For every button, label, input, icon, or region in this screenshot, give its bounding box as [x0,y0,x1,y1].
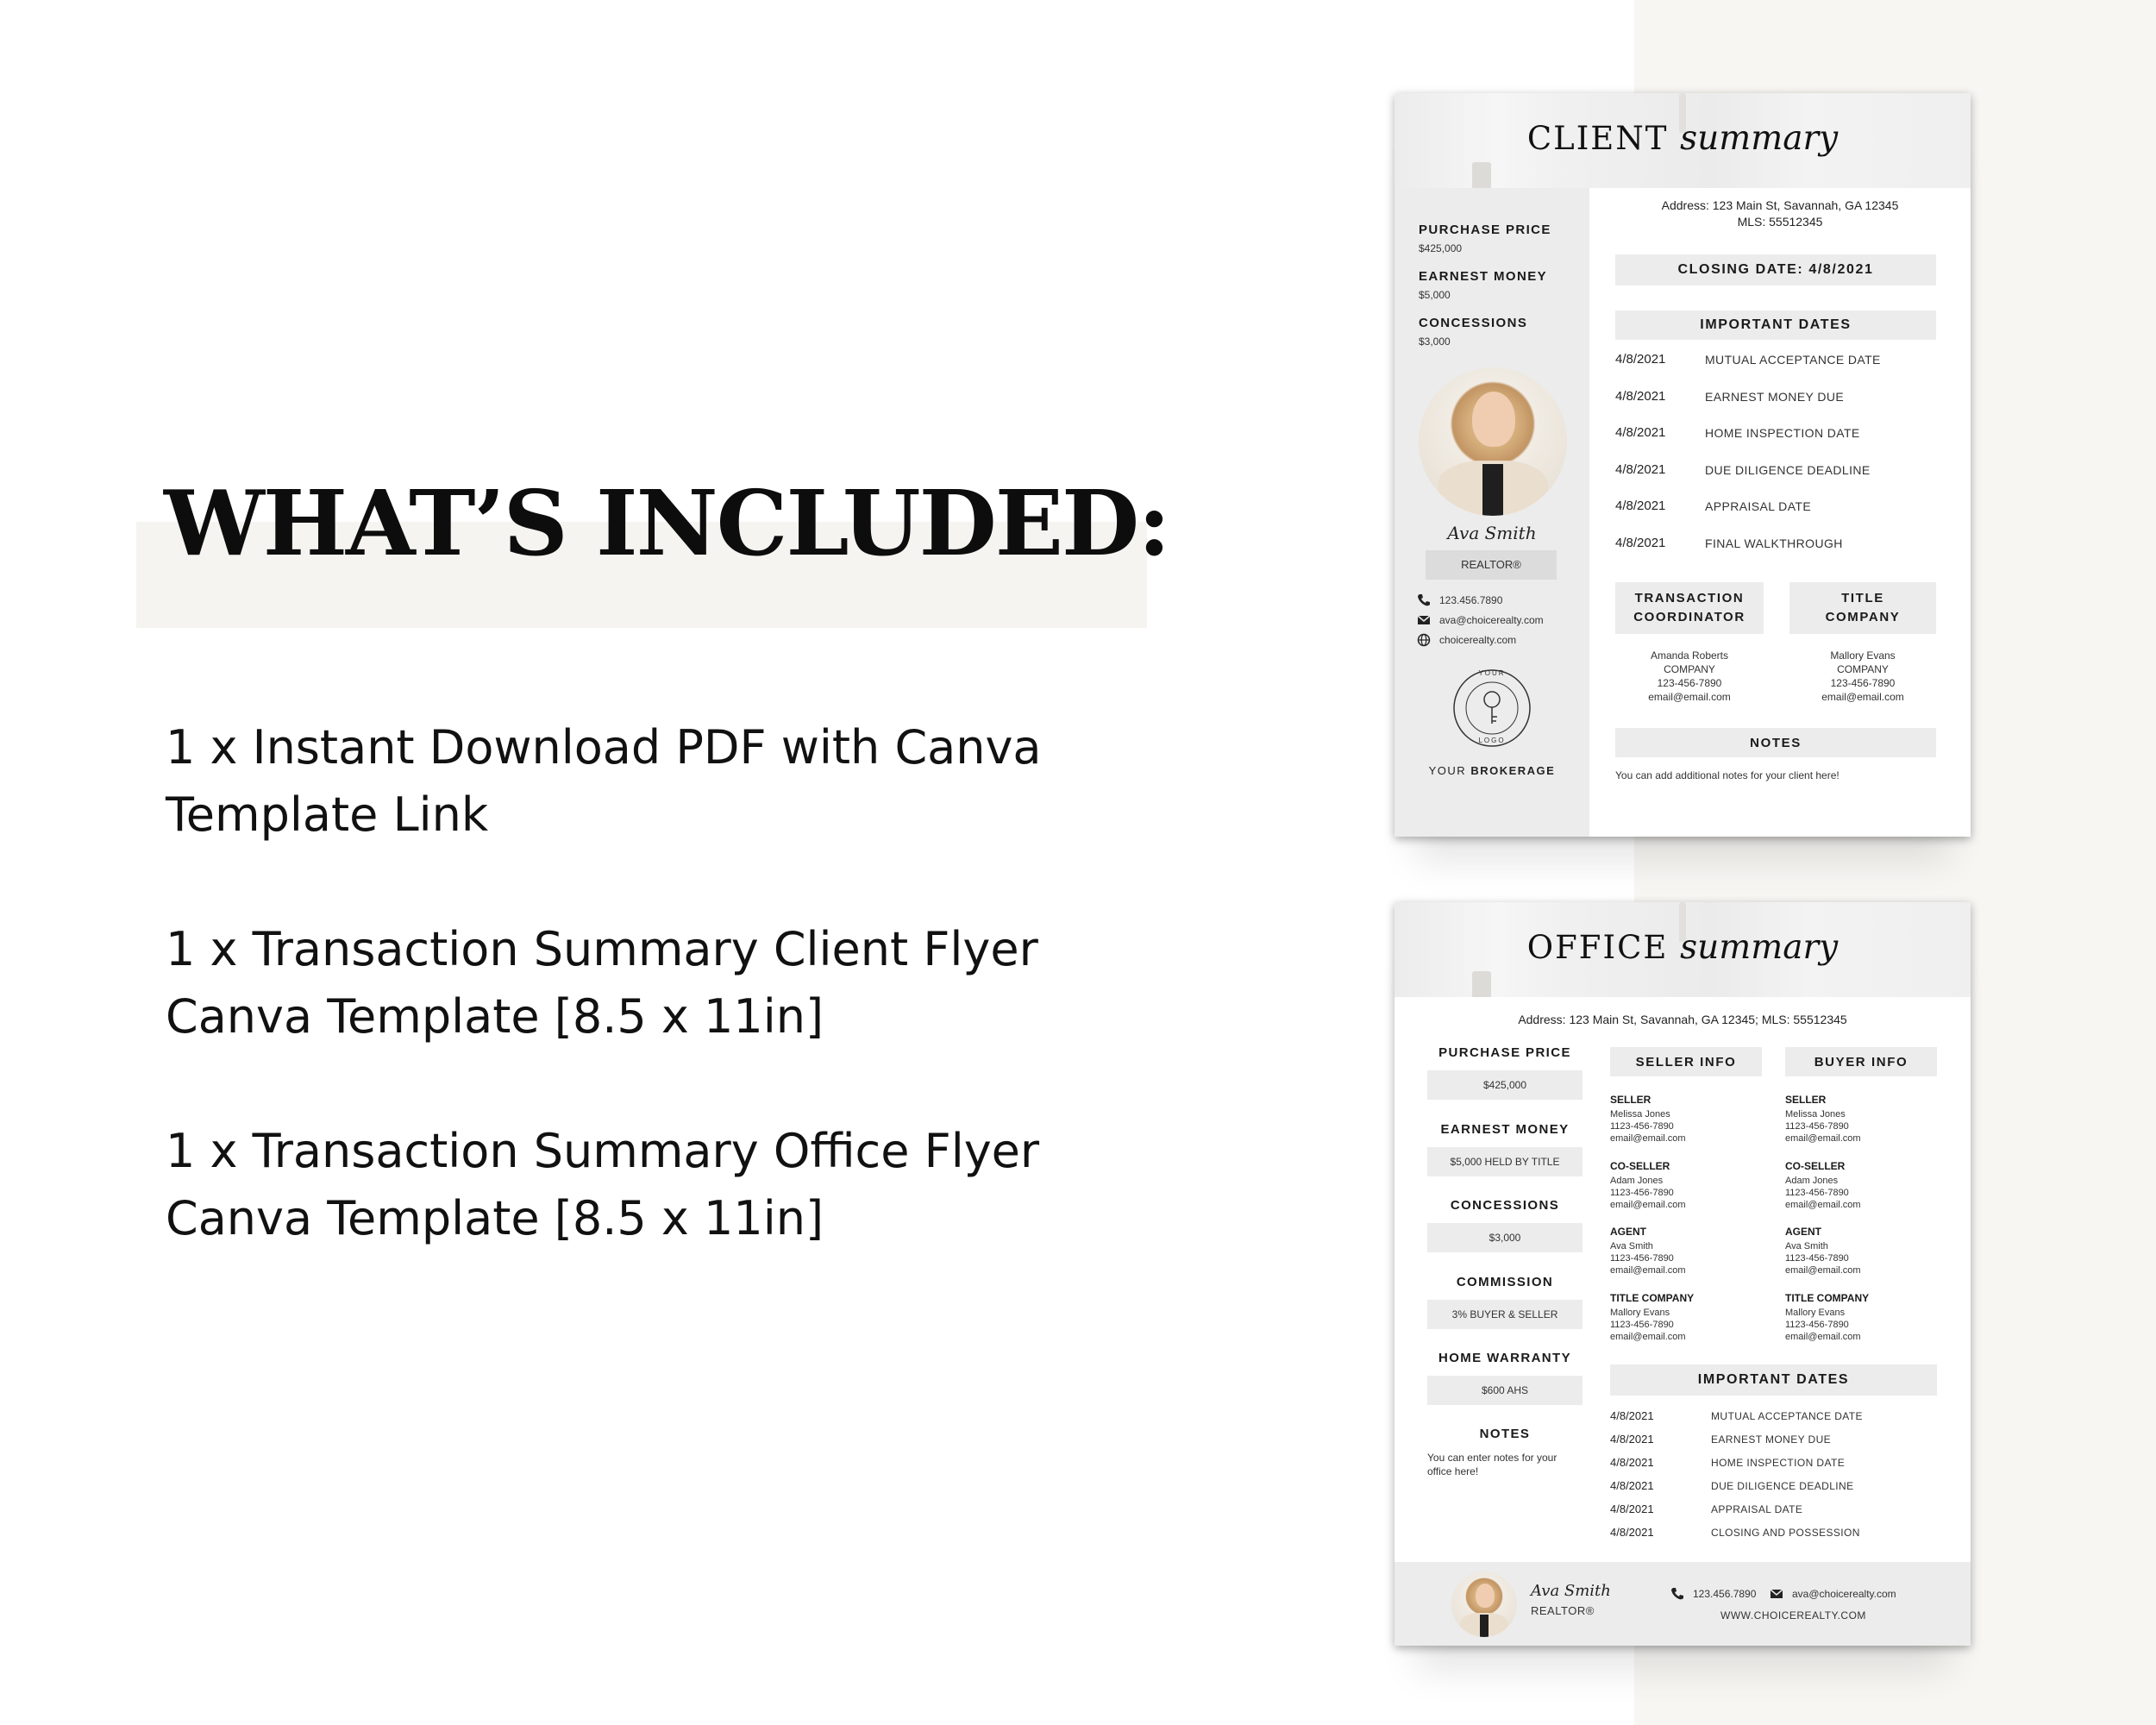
title-company-header: TITLE COMPANY [1789,582,1936,634]
mail-icon [1770,1587,1783,1601]
important-dates-header: IMPORTANT DATES [1615,310,1936,340]
contact-role: CO-SELLER [1610,1159,1670,1172]
contact-role: SELLER [1610,1094,1651,1106]
flyer-title: OFFICE summary [1526,928,1839,967]
buyer-info-header: BUYER INFO [1785,1047,1937,1076]
email-row: ava@choicerealty.com [1417,613,1544,627]
field-value: $425,000 [1427,1070,1583,1100]
footer-agent-name: Ava Smith [1531,1582,1611,1600]
date-event: MUTUAL ACCEPTANCE DATE [1705,353,1881,367]
agent-name: Ava Smith [1447,523,1537,543]
phone-icon [1670,1587,1684,1601]
date-value: 4/8/2021 [1615,499,1666,513]
agent-title-badge: REALTOR® [1426,550,1557,580]
contact-name: Ava Smith [1610,1241,1653,1251]
contact-name: Ava Smith [1785,1241,1828,1251]
website-row: choicerealty.com [1417,633,1516,647]
date-event: APPRAISAL DATE [1705,499,1812,513]
included-item: 1 x Transaction Summary Client Flyer Canva Template [8.5 x 11in] [166,922,1038,1044]
contact-phone: 1123-456-7890 [1610,1319,1674,1330]
contact-email: email@email.com [1785,1265,1861,1276]
date-event: FINAL WALKTHROUGH [1705,536,1843,550]
contact-name: Mallory Evans [1610,1307,1670,1318]
contact-name: Adam Jones [1785,1175,1839,1186]
date-value: 4/8/2021 [1610,1409,1654,1422]
date-event: CLOSING AND POSSESSION [1711,1527,1860,1539]
contact-email: email@email.com [1610,1265,1686,1276]
logo-text-bottom: LOGO [1478,737,1506,744]
date-value: 4/8/2021 [1615,352,1666,367]
contact-role: AGENT [1610,1226,1646,1238]
field-value: $600 AHS [1427,1376,1583,1405]
contact-phone: 1123-456-7890 [1785,1121,1849,1132]
date-value: 4/8/2021 [1615,535,1666,550]
earnest-money-value: $5,000 [1419,289,1451,301]
mls-number: MLS: 55512345 [1737,215,1823,229]
flyer-title: CLIENT summary [1526,119,1839,158]
contact-role: TITLE COMPANY [1610,1291,1695,1304]
date-value: 4/8/2021 [1610,1433,1654,1446]
contact-phone: 1123-456-7890 [1610,1187,1674,1198]
included-item: 1 x Instant Download PDF with Canva Template Link [166,720,1042,842]
footer-phone-row: 123.456.7890 [1670,1587,1756,1601]
contact-role: CO-SELLER [1785,1159,1846,1172]
contact-email: email@email.com [1610,1331,1686,1342]
date-event: DUE DILIGENCE DEADLINE [1705,462,1871,477]
property-address: Address: 123 Main St, Savannah, GA 12345 [1661,198,1899,212]
page-heading: WHAT’S INCLUDED: [164,470,1169,576]
contact-email: email@email.com [1610,1199,1686,1210]
contact-role: AGENT [1785,1226,1821,1238]
field-label: EARNEST MONEY [1440,1121,1570,1137]
purchase-price-value: $425,000 [1419,242,1463,254]
contact-name: Mallory Evans [1785,1307,1846,1318]
date-value: 4/8/2021 [1610,1479,1654,1492]
mail-icon [1417,613,1431,627]
client-summary-flyer [1395,93,1971,837]
field-label: HOME WARRANTY [1438,1351,1572,1365]
contact-role: SELLER [1785,1094,1827,1106]
agent-photo [1419,367,1567,516]
footer-website: WWW.CHOICEREALTY.COM [1720,1609,1866,1622]
agent-photo [1451,1571,1517,1637]
closing-date-bar: CLOSING DATE: 4/8/2021 [1615,254,1936,285]
date-event: MUTUAL ACCEPTANCE DATE [1711,1410,1863,1422]
logo-text-top: YOUR [1478,669,1506,677]
concessions-label: CONCESSIONS [1419,316,1528,330]
contact-role: TITLE COMPANY [1785,1291,1870,1304]
contact-phone: 1123-456-7890 [1610,1121,1674,1132]
contact-name: Melissa Jones [1610,1109,1670,1120]
field-value: $3,000 [1427,1223,1583,1252]
seller-info-header: SELLER INFO [1610,1047,1762,1076]
included-item: 1 x Transaction Summary Office Flyer Canva Template [8.5 x 11in] [166,1124,1040,1245]
transaction-coordinator-header: TRANSACTION COORDINATOR [1615,582,1764,634]
office-summary-flyer [1395,902,1971,1646]
date-value: 4/8/2021 [1615,425,1666,440]
field-label: COMMISSION [1456,1274,1554,1289]
transaction-coordinator-contact: Amanda Roberts COMPANY 123-456-7890 email@email.com [1648,649,1731,703]
brokerage-name: YOUR BROKERAGE [1428,764,1556,777]
date-value: 4/8/2021 [1610,1502,1654,1515]
office-notes-text: You can enter notes for your office here! [1427,1452,1557,1477]
contact-email: email@email.com [1610,1133,1686,1144]
notes-header: NOTES [1615,728,1936,757]
purchase-price-label: PURCHASE PRICE [1419,223,1551,237]
contact-phone: 1123-456-7890 [1785,1319,1849,1330]
date-value: 4/8/2021 [1615,388,1666,404]
field-label: CONCESSIONS [1450,1198,1560,1213]
date-event: HOME INSPECTION DATE [1705,426,1860,440]
date-value: 4/8/2021 [1615,461,1666,477]
footer-email-row: ava@choicerealty.com [1770,1587,1896,1601]
date-value: 4/8/2021 [1610,1526,1654,1539]
phone-row: 123.456.7890 [1417,593,1502,607]
notes-text: You can add additional notes for your client here! [1615,769,1839,781]
contact-phone: 1123-456-7890 [1610,1253,1674,1264]
field-value: $5,000 HELD BY TITLE [1427,1147,1583,1176]
date-event: DUE DILIGENCE DEADLINE [1711,1480,1854,1492]
contact-name: Melissa Jones [1785,1109,1846,1120]
field-label: PURCHASE PRICE [1438,1045,1571,1060]
date-event: HOME INSPECTION DATE [1711,1457,1846,1469]
date-event: EARNEST MONEY DUE [1705,389,1845,404]
contact-email: email@email.com [1785,1199,1861,1210]
footer-agent-title: REALTOR® [1531,1604,1595,1617]
contact-email: email@email.com [1785,1133,1861,1144]
date-value: 4/8/2021 [1610,1456,1654,1469]
earnest-money-label: EARNEST MONEY [1419,269,1548,284]
property-address: Address: 123 Main St, Savannah, GA 12345; MLS: 55512345 [1518,1013,1847,1026]
contact-phone: 1123-456-7890 [1785,1187,1849,1198]
office-notes-label: NOTES [1479,1427,1531,1441]
concessions-value: $3,000 [1419,336,1451,348]
phone-icon [1417,593,1431,607]
field-value: 3% BUYER & SELLER [1427,1300,1583,1329]
contact-phone: 1123-456-7890 [1785,1253,1849,1264]
contact-email: email@email.com [1785,1331,1861,1342]
contact-name: Adam Jones [1610,1175,1664,1186]
date-event: APPRAISAL DATE [1711,1503,1803,1515]
globe-icon [1417,633,1431,647]
title-company-contact: Mallory Evans COMPANY 123-456-7890 email@email.com [1821,649,1904,703]
date-event: EARNEST MONEY DUE [1711,1433,1832,1446]
office-important-dates-header: IMPORTANT DATES [1610,1364,1937,1396]
